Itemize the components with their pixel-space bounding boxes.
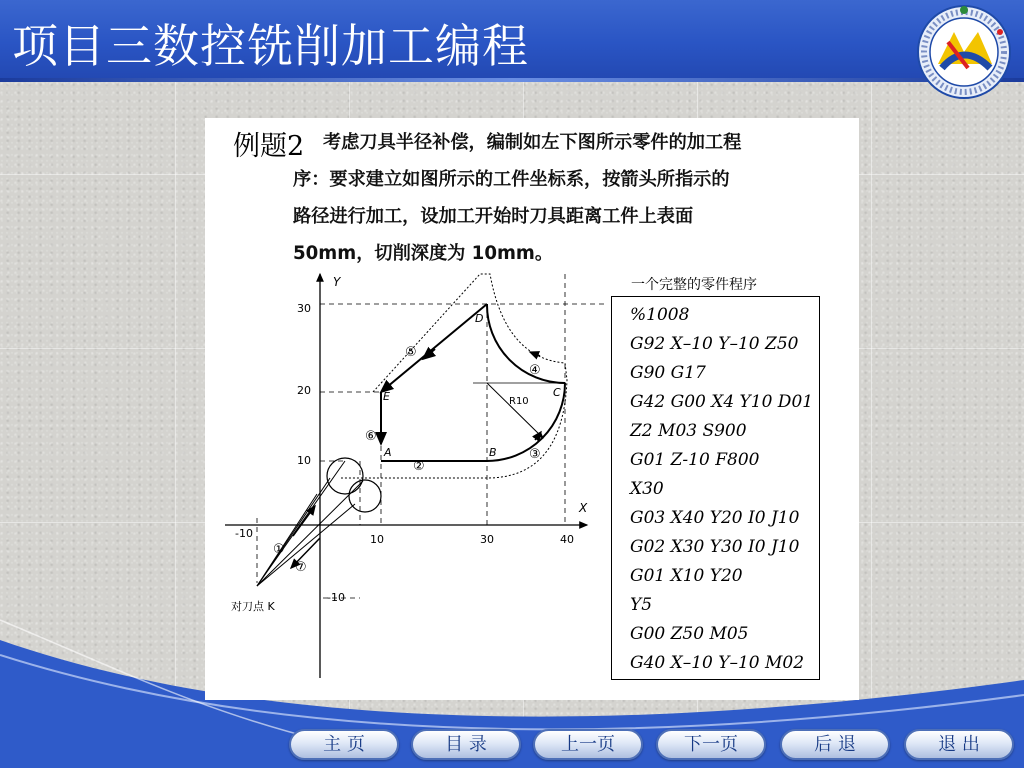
- path-number: ⑦: [295, 560, 307, 575]
- problem-line: 序：要求建立如图所示的工件坐标系，按箭头所指示的: [293, 169, 730, 190]
- back-button[interactable]: 后 退: [780, 729, 890, 760]
- radius-label: R10: [509, 396, 529, 407]
- problem-statement: [293, 124, 853, 272]
- y-axis-label: Y: [333, 275, 341, 289]
- slide-title: 项目三数控铣削加工编程: [12, 19, 529, 73]
- y-tick: 10: [297, 454, 311, 467]
- program-title: 一个完整的零件程序: [631, 277, 757, 293]
- program-line: G42 G00 X4 Y10 D01: [630, 392, 814, 412]
- problem-line: 路径进行加工，设加工开始时刀具距离工件上表面: [293, 206, 694, 227]
- program-line: %1008: [630, 305, 690, 325]
- program-line: Y5: [630, 595, 653, 615]
- example-panel: [205, 118, 859, 700]
- program-line: G03 X40 Y20 I0 J10: [630, 508, 800, 528]
- program-line: G01 X10 Y20: [630, 566, 743, 586]
- x-tick: 10: [370, 533, 384, 546]
- contents-button[interactable]: 目 录: [411, 729, 521, 760]
- path-number: ②: [413, 459, 425, 474]
- path-number: ⑥: [365, 429, 377, 444]
- exit-button[interactable]: 退 出: [904, 729, 1014, 760]
- next-page-button[interactable]: 下一页: [656, 729, 766, 760]
- toolpath-diagram: [205, 268, 605, 700]
- x-tick: 30: [480, 533, 494, 546]
- program-line: G00 Z50 M05: [630, 624, 749, 644]
- point-label: C: [553, 386, 561, 399]
- program-line: G40 X–10 Y–10 M02: [630, 653, 805, 673]
- program-line: Z2 M03 S900: [630, 421, 747, 441]
- problem-line: 考虑刀具半径补偿，编制如左下图所示零件的加工程: [323, 132, 742, 153]
- path-number: ④: [529, 363, 541, 378]
- program-line: G92 X–10 Y–10 Z50: [630, 334, 799, 354]
- point-label: D: [475, 312, 484, 325]
- prev-page-button[interactable]: 上一页: [533, 729, 643, 760]
- point-label: A: [384, 446, 392, 459]
- program-line: G90 G17: [630, 363, 706, 383]
- program-line: X30: [630, 479, 664, 499]
- home-button[interactable]: 主 页: [289, 729, 399, 760]
- program-listing: [611, 296, 820, 680]
- example-label: 例题2: [233, 131, 305, 162]
- x-axis-label: X: [579, 501, 588, 515]
- program-line: G01 Z-10 F800: [630, 450, 760, 470]
- slide-header: [0, 0, 1024, 78]
- path-number: ①: [273, 542, 285, 557]
- y-tick: 30: [297, 302, 311, 315]
- x-tick: -10: [235, 527, 253, 540]
- point-label: B: [489, 446, 497, 459]
- start-point-label: 对刀点 K: [231, 600, 275, 613]
- y-tick: -10: [327, 591, 345, 604]
- school-emblem-logo: [908, 2, 1020, 106]
- point-label: E: [383, 390, 390, 403]
- problem-line: 50mm，切削深度为 10mm。: [293, 243, 554, 264]
- program-line: G02 X30 Y30 I0 J10: [630, 537, 800, 557]
- header-divider: [0, 78, 1024, 82]
- x-tick: 40: [560, 533, 574, 546]
- path-number: ③: [529, 447, 541, 462]
- y-tick: 20: [297, 384, 311, 397]
- path-number: ⑤: [405, 345, 417, 360]
